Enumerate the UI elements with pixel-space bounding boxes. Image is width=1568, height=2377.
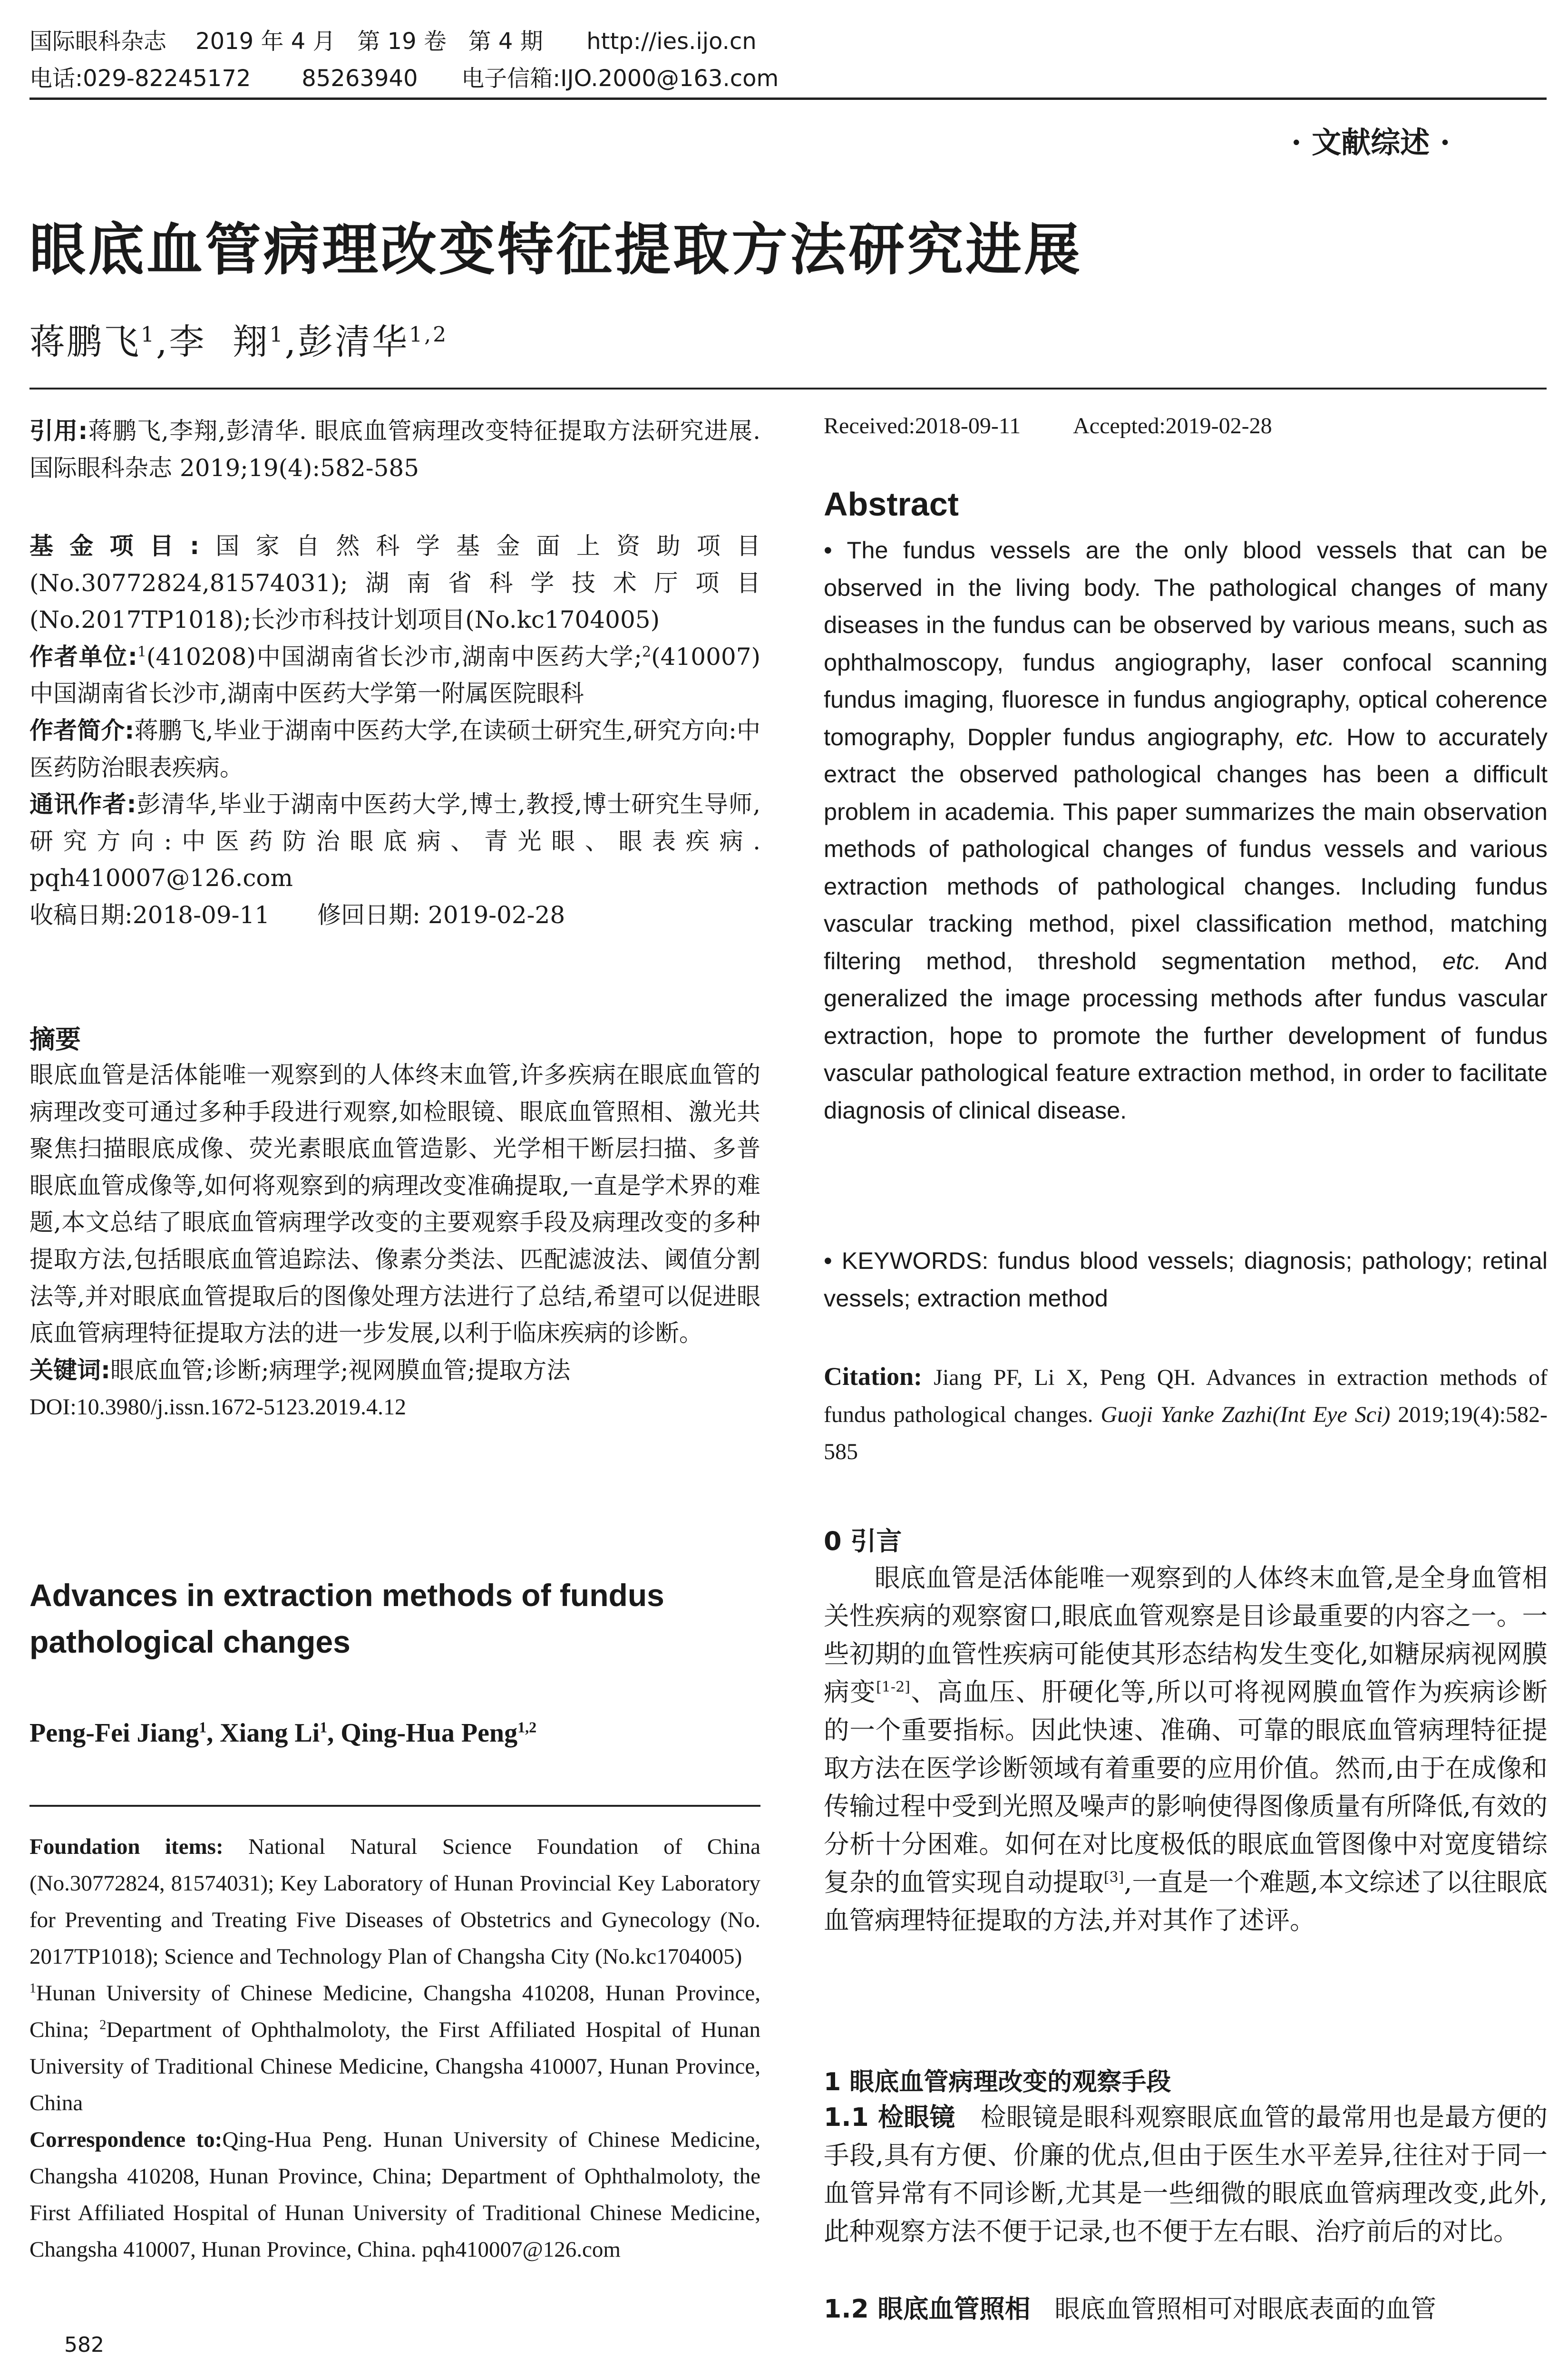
abstract-en-etc: etc. xyxy=(1442,947,1481,974)
author-name-en: Qing-Hua Peng xyxy=(341,1718,518,1748)
author-affil-sup: 1 xyxy=(269,322,285,347)
intro-text: 眼底血管是活体能唯一观察到的人体终末血管,是全身血管相关性疾病的观察窗口,眼底血管观察是目诊最重要的内容之一。一些初期的血管性疾病可能使其形态结构发生变化,如糖尿病视网膜病变 xyxy=(824,1563,1548,1707)
funding-text: 国家自然科学基金面上资助项目(No.30772824,81574031);湖南省科学技术厅项目(No.2017TP1018);长沙市科技计划项目(No.kc1704005) xyxy=(29,532,760,634)
author-name-en: Peng-Fei Jiang xyxy=(29,1718,199,1748)
dates-cn xyxy=(29,897,760,934)
page-number: 582 xyxy=(64,2333,104,2357)
intro-paragraph xyxy=(824,1559,1548,1939)
keywords-en xyxy=(824,1242,1548,1317)
correspondence-text: 彭清华,毕业于湖南中医药大学,博士,教授,博士研究生导师,研究方向:中医药防治眼底病、青光眼、眼表疾病. pqh410007@126.com xyxy=(29,790,760,892)
journal-header-line1: 国际眼科杂志 2019 年 4 月 第 19 卷 第 4 期 http://ies.ijo.cn xyxy=(29,28,757,55)
abstract-en-part: And generalized the image processing methods after fundus vascular extraction, hope to promote the further development of fundus vascular pathological feature extraction method, in order to facilitate diagnosis of clinical disease. xyxy=(824,947,1548,1124)
correspondence-cn xyxy=(29,786,760,897)
author-name: 李 翔 xyxy=(169,321,270,362)
author-name-en: Xiang Li xyxy=(220,1718,320,1748)
keywords-en-label: KEYWORDS: xyxy=(841,1247,989,1274)
author-affil-sup: 1 xyxy=(320,1718,328,1736)
citation-en-text: Jiang PF, Li X, Peng QH. Advances in extraction methods of fundus pathological changes. xyxy=(824,1365,1548,1427)
author-rule-en xyxy=(29,1805,760,1807)
revised-date-cn: 修回日期: 2019-02-28 xyxy=(317,901,565,929)
abstract-en-part: How to accurately extract the observed pathological changes has been a difficult problem in academia. This paper summarizes the main observation methods of pathological changes of fundus vessels and various extraction methods of pathological changes. Including fundus vascular tracking method, pixel classification method, matching filtering method, threshold segmentation method, xyxy=(824,723,1548,974)
affiliation-en-text: Hunan University of Chinese Medicine, Changsha 410208, Hunan Province, China; xyxy=(29,1981,760,2042)
affiliation-text: (410007)中国湖南省长沙市,湖南中医药大学第一附属医院眼科 xyxy=(29,643,761,708)
citation-en-text: 2019;19(4):582-585 xyxy=(824,1402,1548,1464)
received-date-cn: 收稿日期:2018-09-11 xyxy=(29,901,270,929)
subsection-heading: 1.1 检眼镜 xyxy=(824,2102,955,2132)
metadata-block xyxy=(29,528,760,934)
intro-text: ,一直是一个难题,本文综述了以往眼底血管病理特征提取的方法,并对其作了述评。 xyxy=(824,1867,1548,1935)
author-bio-label: 作者简介: xyxy=(29,716,135,744)
reference-citation: [3] xyxy=(1103,1869,1124,1886)
affiliation-sup: 2 xyxy=(642,643,652,661)
citation-en-label: Citation: xyxy=(824,1362,922,1391)
correspondence-en-label: Correspondence to: xyxy=(29,2127,223,2152)
abstract-cn-heading: 摘要 xyxy=(29,1024,81,1054)
section-tag: · 文献综述 · xyxy=(1291,125,1451,160)
citation-en-journal: Guoji Yanke Zazhi(Int Eye Sci) xyxy=(1101,1402,1391,1427)
citation-cn-label: 引用: xyxy=(29,417,88,445)
abstract-en-heading: Abstract xyxy=(824,486,959,523)
authors-cn: 蒋鹏飞$^1$,李 翔$^1$,彭清华$^{1,2}$ xyxy=(29,321,448,362)
correspondence-en xyxy=(29,2122,760,2268)
dates-en xyxy=(824,413,1548,439)
abstract-cn-text: 眼底血管是活体能唯一观察到的人体终末血管,许多疾病在眼底血管的病理改变可通过多种手段进行观察,如检眼镜、眼底血管照相、激光共聚焦扫描眼底成像、荧光素眼底血管造影、光学相干断层扫描、多普眼底血管成像等,如何将观察到的病理改变准确提取,一直是学术界的难题,本文总结了眼底血管病理学改变的主要观察手段及病理改变的多种提取方法,包括眼底血管追踪法、像素分类法、匹配滤波法、阈值分割法等,并对眼底血管提取后的图像处理方法进行了总结,希望可以促进眼底血管病理特征提取方法的进一步发展,以利于临床疾病的诊断。 xyxy=(29,1061,760,1347)
author-name: 蒋鹏飞 xyxy=(29,321,141,362)
article-title-en: Advances in extraction methods of fundus pathological changes xyxy=(29,1578,664,1659)
section12-paragraph xyxy=(824,2290,1548,2328)
section11-paragraph xyxy=(824,2098,1548,2250)
abstract-en-etc: etc. xyxy=(1295,723,1335,750)
correspondence-label: 通讯作者: xyxy=(29,790,136,818)
citation-cn xyxy=(29,413,760,487)
journal-header-line2: 电话:029-82245172 85263940 电子信箱:IJO.2000@163.com xyxy=(29,65,779,92)
affiliation-sup: 1 xyxy=(137,643,147,661)
author-bio-text: 蒋鹏飞,毕业于湖南中医药大学,在读硕士研究生,研究方向:中医药防治眼表疾病。 xyxy=(29,716,760,781)
accepted-date-en: Accepted:2019-02-28 xyxy=(1073,413,1272,438)
bullet-icon: • xyxy=(824,536,832,564)
abstract-en-part: The fundus vessels are the only blood vessels that can be observed in the living body. The pathological changes of many diseases in the fundus can be observed by various means, such as ophthalmoscopy, fundus angiography, laser confocal scanning fundus imaging, fluoresce in fundus angiography, optical coherence tomography, Doppler fundus angiography, xyxy=(824,536,1548,750)
author-affil-sup: 1 xyxy=(141,322,156,347)
affiliation-text: (410208)中国湖南省长沙市,湖南中医药大学; xyxy=(146,643,643,671)
journal-header xyxy=(29,23,1547,97)
reference-citation: [1-2] xyxy=(876,1679,910,1696)
citation-cn-text: 蒋鹏飞,李翔,彭清华. 眼底血管病理改变特征提取方法研究进展.国际眼科杂志 2019;19(4):582-585 xyxy=(29,417,760,482)
authors-en: Peng-Fei Jiang$^1$, Xiang Li$^1$, Qing-Hua Peng$^{1,2}$ xyxy=(29,1718,537,1748)
funding-label: 基金项目: xyxy=(29,532,200,560)
keywords-cn-text: 眼底血管;诊断;病理学;视网膜血管;提取方法 xyxy=(110,1356,571,1384)
author-affil-sup: 1 xyxy=(199,1718,207,1736)
english-metadata xyxy=(29,1829,760,2268)
keywords-cn-label: 关键词: xyxy=(29,1356,110,1384)
affiliation-sup: 2 xyxy=(99,2017,107,2033)
affiliation-cn xyxy=(29,639,760,712)
abstract-cn xyxy=(29,1057,760,1426)
section11-text: 检眼镜是眼科观察眼底血管的最常用也是最方便的手段,具有方便、价廉的优点,但由于医生水平差异,往往对于同一血管异常有不同诊断,尤其是一些细微的眼底血管病理改变,此外,此种观察方法不便于记录,也不便于左右眼、治疗前后的对比。 xyxy=(824,2102,1548,2246)
author-affil-sup: 1,2 xyxy=(517,1718,537,1736)
citation-en xyxy=(824,1358,1548,1471)
affiliation-label: 作者单位: xyxy=(29,643,137,671)
author-name: 彭清华 xyxy=(298,321,409,362)
bullet-icon: • xyxy=(824,1247,832,1274)
affiliation-en xyxy=(29,1975,760,2122)
funding-cn xyxy=(29,528,760,639)
section1-heading: 1 眼底血管病理改变的观察手段 xyxy=(824,2068,1171,2096)
abstract-en-text xyxy=(824,532,1548,1129)
subsection-heading: 1.2 眼底血管照相 xyxy=(824,2294,1031,2324)
author-affil-sup: 1,2 xyxy=(409,322,448,347)
intro-text: 、高血压、肝硬化等,所以可将视网膜血管作为疾病诊断的一个重要指标。因此快速、准确、可靠的眼底血管病理特征提取方法在医学诊断领域有着重要的应用价值。然而,由于在成像和传输过程中受到光照及噪声的影响使得图像质量有所降低,有效的分析十分困难。如何在对比度极低的眼底血管图像中对宽度错综复杂的血管实现自动提取 xyxy=(824,1677,1548,1897)
received-date-en: Received:2018-09-11 xyxy=(824,413,1021,438)
section12-text: 眼底血管照相可对眼底表面的血管 xyxy=(1054,2294,1436,2324)
article-title: 眼底血管病理改变特征提取方法研究进展 xyxy=(29,217,1083,283)
foundation-en-label: Foundation items: xyxy=(29,1834,224,1859)
affiliation-en-text: Department of Ophthalmoloty, the First Affiliated Hospital of Hunan University of Traditional Chinese Medicine, Changsha 410007, Hunan Province, China xyxy=(29,2017,761,2115)
intro-heading: 0 引言 xyxy=(824,1526,902,1556)
foundation-en xyxy=(29,1829,760,1975)
affiliation-sup: 1 xyxy=(29,1981,36,1996)
header-rule xyxy=(29,97,1547,100)
meta-rule xyxy=(29,388,1547,390)
author-bio-cn xyxy=(29,712,760,786)
keywords-en-text: fundus blood vessels; diagnosis; pathology; retinal vessels; extraction method xyxy=(824,1247,1548,1312)
foundation-en-text: National Natural Science Foundation of China (No.30772824, 81574031); Key Laboratory of Hunan Provincial Key Laboratory for Preventing and Treating Five Diseases of Obstetrics and Gynecology (No. 2017TP1018); Science and Technology Plan of Changsha City (No.kc1704005) xyxy=(29,1834,761,1969)
correspondence-en-text: Qing-Hua Peng. Hunan University of Chinese Medicine, Changsha 410208, Hunan Province, China; Department of Ophthalmoloty, the First Affiliated Hospital of Hunan University of Traditional Chinese Medicine, Changsha 410007, Hunan Province, China. pqh410007@126.com xyxy=(29,2127,760,2262)
keywords-cn xyxy=(29,1352,760,1389)
doi: DOI:10.3980/j.issn.1672-5123.2019.4.12 xyxy=(29,1394,406,1420)
